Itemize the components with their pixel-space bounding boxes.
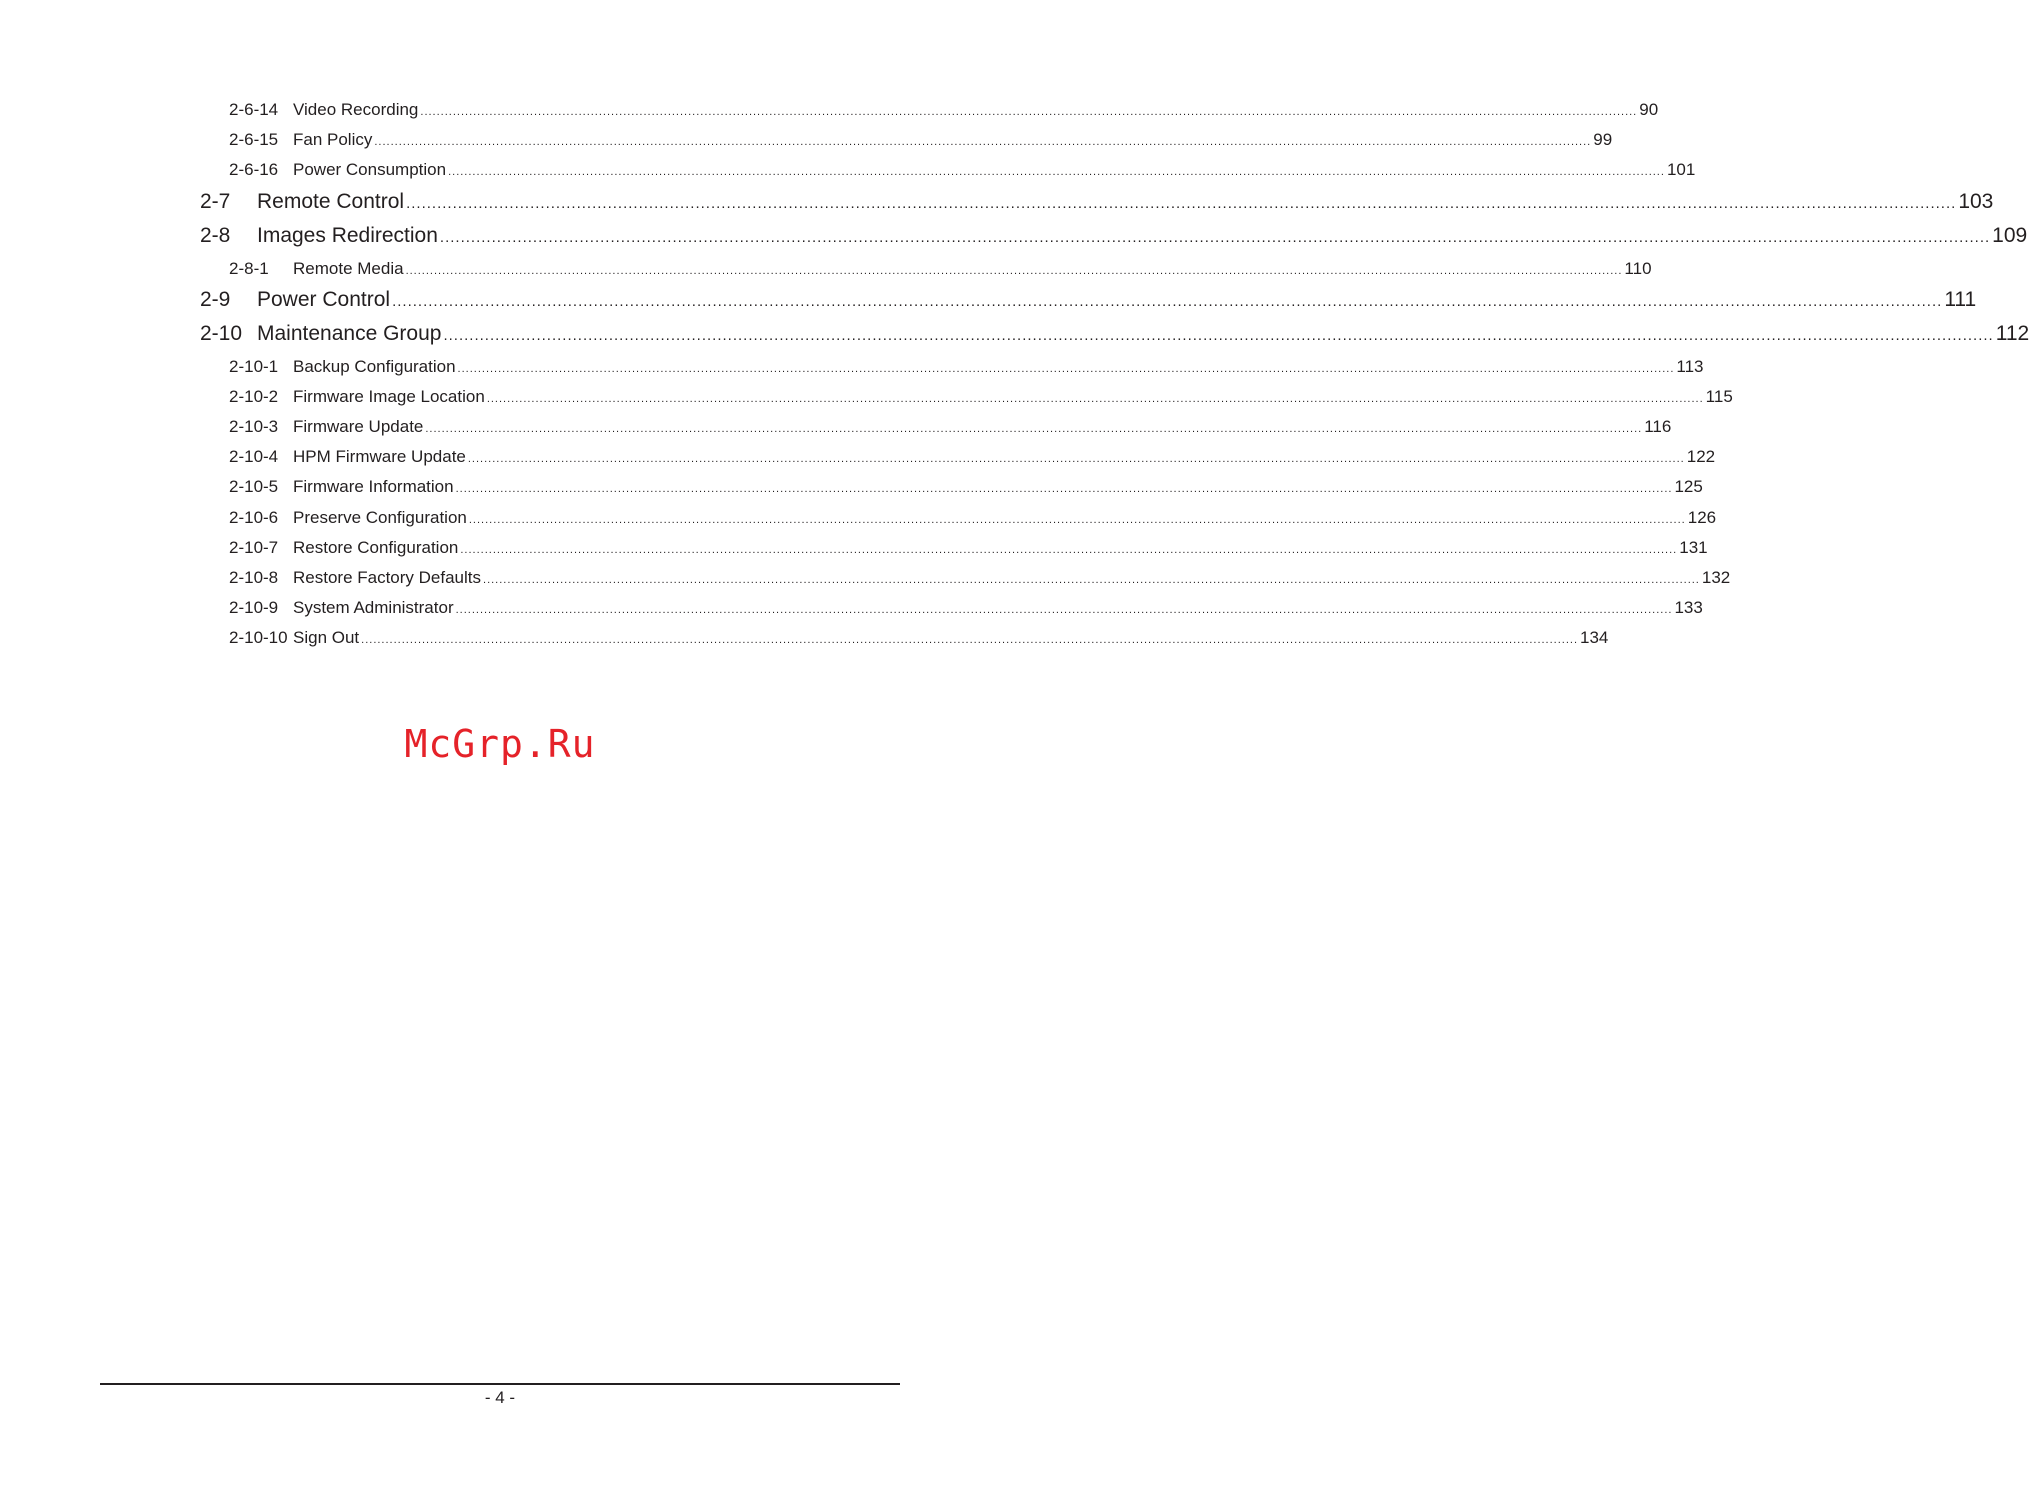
toc-entry[interactable] — [229, 357, 1704, 377]
toc-leader-dots: ............................................................................................................................................................................................................................................................................................................ — [455, 483, 1673, 495]
toc-entry-page: 111 — [1944, 288, 1977, 311]
toc-entry-number: 2-6-16 — [229, 160, 279, 179]
toc-entry-title: Firmware Information — [293, 477, 454, 496]
toc-leader-dots: ............................................................................................................................................................................................................................................................................................................ — [439, 229, 1991, 246]
toc-entry-number: 2-10 — [200, 322, 243, 345]
toc-leader-dots: ............................................................................................................................................................................................................................................................................................................ — [460, 544, 1678, 556]
toc-entry-title: Remote Control — [257, 190, 405, 213]
toc-leader-dots: ............................................................................................................................................................................................................................................................................................................ — [467, 453, 1685, 465]
toc-leader-dots: ............................................................................................................................................................................................................................................................................................................ — [392, 293, 1943, 310]
toc-entry-number: 2-7 — [200, 190, 231, 213]
toc-entry-title: Images Redirection — [257, 224, 438, 247]
toc-leader-dots: ............................................................................................................................................................................................................................................................................................................ — [468, 514, 1686, 526]
toc-leader-dots: ............................................................................................................................................................................................................................................................................................................ — [406, 195, 1957, 212]
toc-leader-dots: ............................................................................................................................................................................................................................................................................................................ — [455, 604, 1673, 616]
toc-entry-title: Maintenance Group — [257, 322, 442, 345]
toc-leader-dots: ............................................................................................................................................................................................................................................................................................................ — [443, 327, 1994, 344]
toc-entry-page: 90 — [1639, 100, 1659, 119]
toc-entry[interactable] — [229, 447, 1716, 467]
toc-leader-dots: ............................................................................................................................................................................................................................................................................................................ — [361, 634, 1579, 646]
toc-entry-title: Video Recording — [293, 100, 419, 119]
toc-leader-dots: ............................................................................................................................................................................................................................................................................................................ — [486, 393, 1704, 405]
toc-leader-dots: ............................................................................................................................................................................................................................................................................................................ — [483, 574, 1700, 586]
toc-entry-title: Firmware Image Location — [293, 387, 485, 406]
toc-entry-number: 2-10-10 — [229, 628, 288, 647]
toc-entry-page: 109 — [1992, 224, 2028, 247]
toc-entry-title: Restore Configuration — [293, 538, 459, 557]
toc-entry-number: 2-10-6 — [229, 508, 279, 527]
toc-entry-page: 113 — [1676, 357, 1704, 376]
toc-entry-title: Power Control — [257, 288, 391, 311]
toc-section-entry[interactable] — [200, 224, 2028, 248]
toc-entry-title: Power Consumption — [293, 160, 447, 179]
toc-entry-number: 2-10-4 — [229, 447, 279, 466]
toc-entry-number: 2-6-15 — [229, 130, 279, 149]
toc-entry-page: 134 — [1580, 628, 1609, 647]
toc-entry[interactable] — [229, 259, 1652, 279]
toc-entry[interactable] — [229, 538, 1708, 558]
toc-entry-number: 2-10-3 — [229, 417, 279, 436]
toc-entry[interactable] — [229, 417, 1672, 437]
toc-entry-number: 2-10-2 — [229, 387, 279, 406]
toc-entry-page: 126 — [1687, 508, 1717, 527]
toc-entry-number: 2-10-7 — [229, 538, 279, 557]
toc-entry-page: 103 — [1958, 190, 1994, 213]
page-number: - 4 - — [484, 1388, 516, 1407]
toc-entry-title: Backup Configuration — [293, 357, 456, 376]
toc-entry-number: 2-8-1 — [229, 259, 269, 278]
toc-entry-page: 122 — [1686, 447, 1716, 466]
toc-entry[interactable] — [229, 160, 1696, 180]
toc-entry-number: 2-10-9 — [229, 598, 279, 617]
toc-entry[interactable] — [229, 628, 1609, 648]
toc-entry[interactable] — [229, 508, 1717, 528]
toc-entry-title: Fan Policy — [293, 130, 373, 149]
toc-leader-dots: ............................................................................................................................................................................................................................................................................................................ — [425, 423, 1643, 435]
toc-entry[interactable] — [229, 568, 1731, 588]
toc-entry-page: 116 — [1644, 417, 1672, 436]
toc-entry-number: 2-10-8 — [229, 568, 279, 587]
toc-entry-title: Firmware Update — [293, 417, 424, 436]
footer-divider — [100, 1383, 900, 1385]
toc-entry-title: HPM Firmware Update — [293, 447, 466, 466]
watermark: McGrp.Ru — [404, 722, 596, 766]
toc-entry-number: 2-10-1 — [229, 357, 279, 376]
toc-entry-page: 125 — [1674, 477, 1703, 496]
toc-leader-dots: ............................................................................................................................................................................................................................................................................................................ — [405, 265, 1623, 277]
toc-entry-title: Remote Media — [293, 259, 404, 278]
toc-leader-dots: ............................................................................................................................................................................................................................................................................................................ — [448, 166, 1665, 178]
toc-entry-page: 133 — [1674, 598, 1703, 617]
toc-entry-page: 110 — [1624, 259, 1652, 278]
toc-entry-number: 2-6-14 — [229, 100, 279, 119]
toc-entry-number: 2-10-5 — [229, 477, 279, 496]
toc-entry-title: System Administrator — [293, 598, 454, 617]
toc-entry-page: 131 — [1679, 538, 1708, 557]
toc-entry[interactable] — [229, 387, 1733, 407]
toc-entry-number: 2-8 — [200, 224, 231, 247]
toc-entry-page: 101 — [1666, 160, 1696, 179]
toc-entry-page: 115 — [1705, 387, 1733, 406]
toc-leader-dots: ............................................................................................................................................................................................................................................................................................................ — [374, 136, 1592, 148]
toc-leader-dots: ............................................................................................................................................................................................................................................................................................................ — [420, 106, 1638, 118]
toc-entry-page: 132 — [1701, 568, 1731, 587]
toc-section-entry[interactable] — [200, 190, 1994, 214]
toc-entry-title: Restore Factory Defaults — [293, 568, 482, 587]
toc-entry[interactable] — [229, 100, 1659, 120]
toc-entry[interactable] — [229, 130, 1613, 150]
toc-entry-page: 112 — [1995, 322, 2029, 345]
toc-entry-page: 99 — [1593, 130, 1613, 149]
toc-entry-number: 2-9 — [200, 288, 231, 311]
toc-section-entry[interactable] — [200, 322, 2029, 346]
toc-entry-title: Sign Out — [293, 628, 360, 647]
toc-entry[interactable] — [229, 598, 1703, 618]
toc-leader-dots: ............................................................................................................................................................................................................................................................................................................ — [457, 363, 1675, 375]
toc-entry[interactable] — [229, 477, 1703, 497]
toc-section-entry[interactable] — [200, 288, 1977, 312]
toc-entry-title: Preserve Configuration — [293, 508, 467, 527]
